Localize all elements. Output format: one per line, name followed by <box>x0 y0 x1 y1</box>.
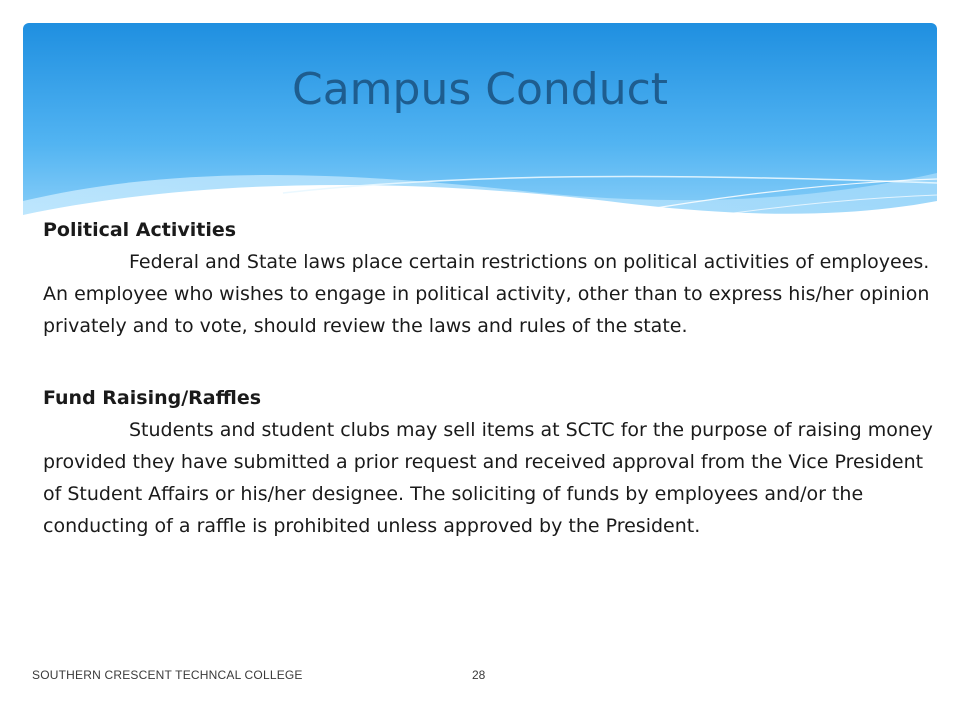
slide-content <box>43 214 933 542</box>
banner-wave-graphic <box>23 23 937 243</box>
footer-page-number: 28 <box>472 668 486 682</box>
section-heading-political-activities: Political Activities <box>43 219 237 241</box>
section-body-political-activities: Federal and State laws place certain restrictions on political activities of employees. An employee who wishes to engage in political activity, other than to express his/her opinion privately and to vote, should review the laws and rules of the state. <box>43 251 930 337</box>
slide-title: Campus Conduct <box>291 64 669 115</box>
section-heading-fund-raising: Fund Raising/Raffles <box>43 387 262 409</box>
footer-organization: SOUTHERN CRESCENT TECHNCAL COLLEGE <box>32 668 303 682</box>
section-body-fund-raising: Students and student clubs may sell items at SCTC for the purpose of raising money provided they have submitted a prior request and received approval from the Vice President of Student Affairs or his/her designee. The soliciting of funds by employees and/or the conducting of a raffle is prohibited unless approved by the President. <box>43 419 933 537</box>
title-banner <box>23 23 937 243</box>
section-spacer <box>43 342 933 382</box>
